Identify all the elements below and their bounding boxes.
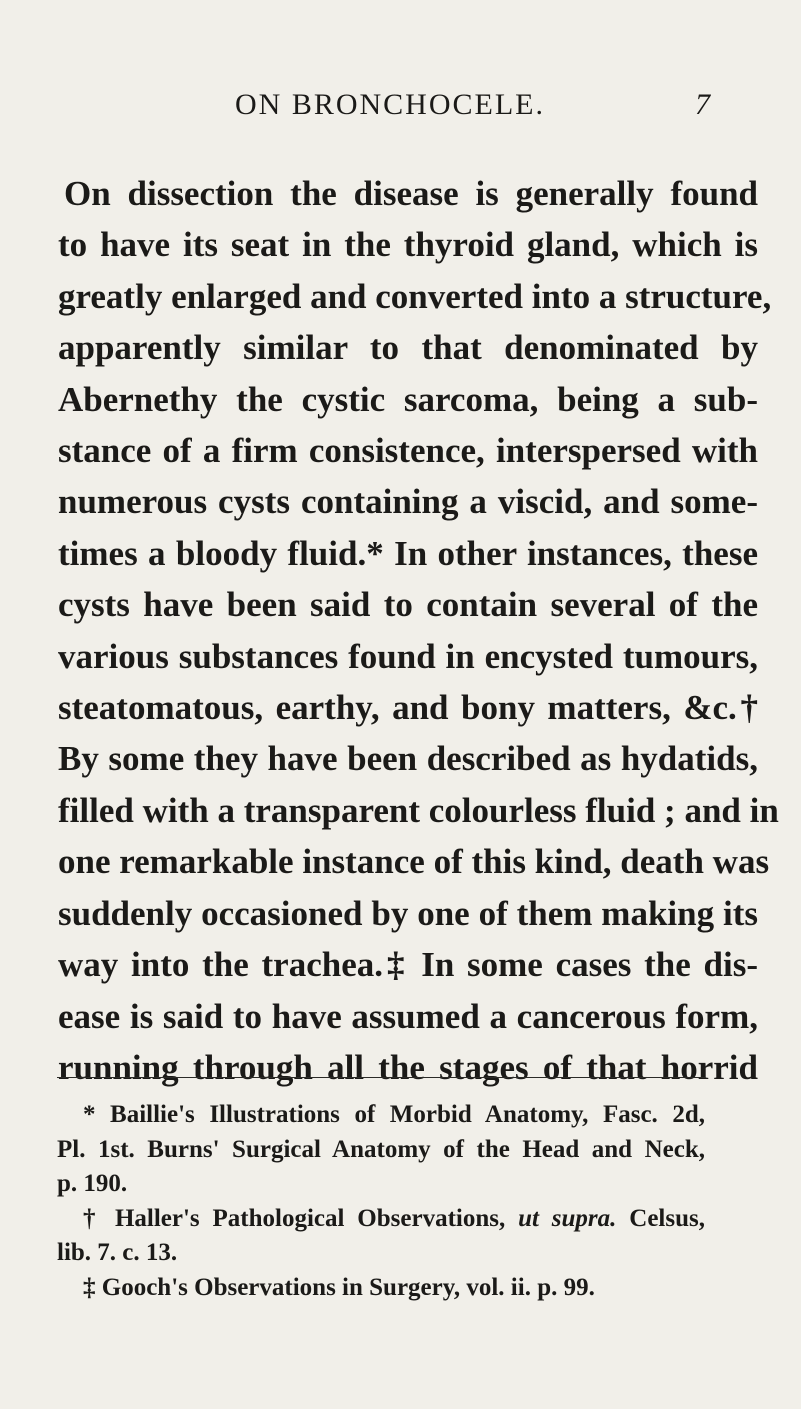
body-line: ease is said to have assumed a cancerous form,	[58, 996, 758, 1036]
body-line: numerous cysts containing a viscid, and some-	[58, 482, 758, 522]
body-line: way into the trachea.‡ In some cases the dis-	[58, 945, 758, 985]
body-line: running through all the stages of that horrid	[58, 1047, 758, 1087]
footnote-2-text: † Haller's Pathological Observations,	[83, 1204, 519, 1232]
body-line: Abernethy the cystic sarcoma, being a sub-	[58, 379, 758, 419]
footnote-1-line-2: Pl. 1st. Burns' Surgical Anatomy of the Head and Neck,	[57, 1135, 705, 1163]
body-line: filled with a transparent colourless fluid ; and in	[58, 790, 779, 830]
body-line: suddenly occasioned by one of them making its	[58, 893, 758, 933]
body-line: times a bloody fluid.* In other instances, these	[58, 533, 758, 573]
footnote-1-line-1: * Baillie's Illustrations of Morbid Anatomy, Fasc. 2d,	[83, 1101, 705, 1128]
footnote-2-suffix: Celsus,	[616, 1204, 705, 1232]
body-paragraph	[58, 168, 779, 1093]
footnote-3-line-1: ‡ Gooch's Observations in Surgery, vol. ii. p. 99.	[83, 1273, 595, 1301]
footnotes	[57, 1098, 705, 1305]
footnote-2-line-1	[57, 1202, 705, 1237]
body-line: By some they have been described as hydatids,	[58, 739, 758, 779]
footnote-divider	[57, 1077, 705, 1078]
body-line: to have its seat in the thyroid gland, which is	[58, 225, 758, 265]
body-line: various substances found in encysted tumours,	[58, 636, 758, 676]
footnote-2-line-2: lib. 7. c. 13.	[57, 1239, 178, 1266]
page-number: 7	[695, 88, 710, 121]
running-title: ON BRONCHOCELE.	[234, 88, 545, 121]
body-line: cysts have been said to contain several of the	[58, 585, 758, 625]
body-line: one remarkable instance of this kind, death was	[58, 842, 770, 882]
body-line: greatly enlarged and converted into a structure,	[58, 276, 772, 316]
body-line: apparently similar to that denominated by	[58, 328, 758, 368]
footnote-2-italic: ut supra.	[518, 1204, 617, 1232]
body-line: steatomatous, earthy, and bony matters, &c.†	[58, 688, 758, 728]
body-line: stance of a firm consistence, interspersed with	[58, 431, 758, 471]
footnote-1-line-3: p. 190.	[57, 1170, 128, 1197]
body-line: On dissection the disease is generally found	[64, 174, 758, 213]
